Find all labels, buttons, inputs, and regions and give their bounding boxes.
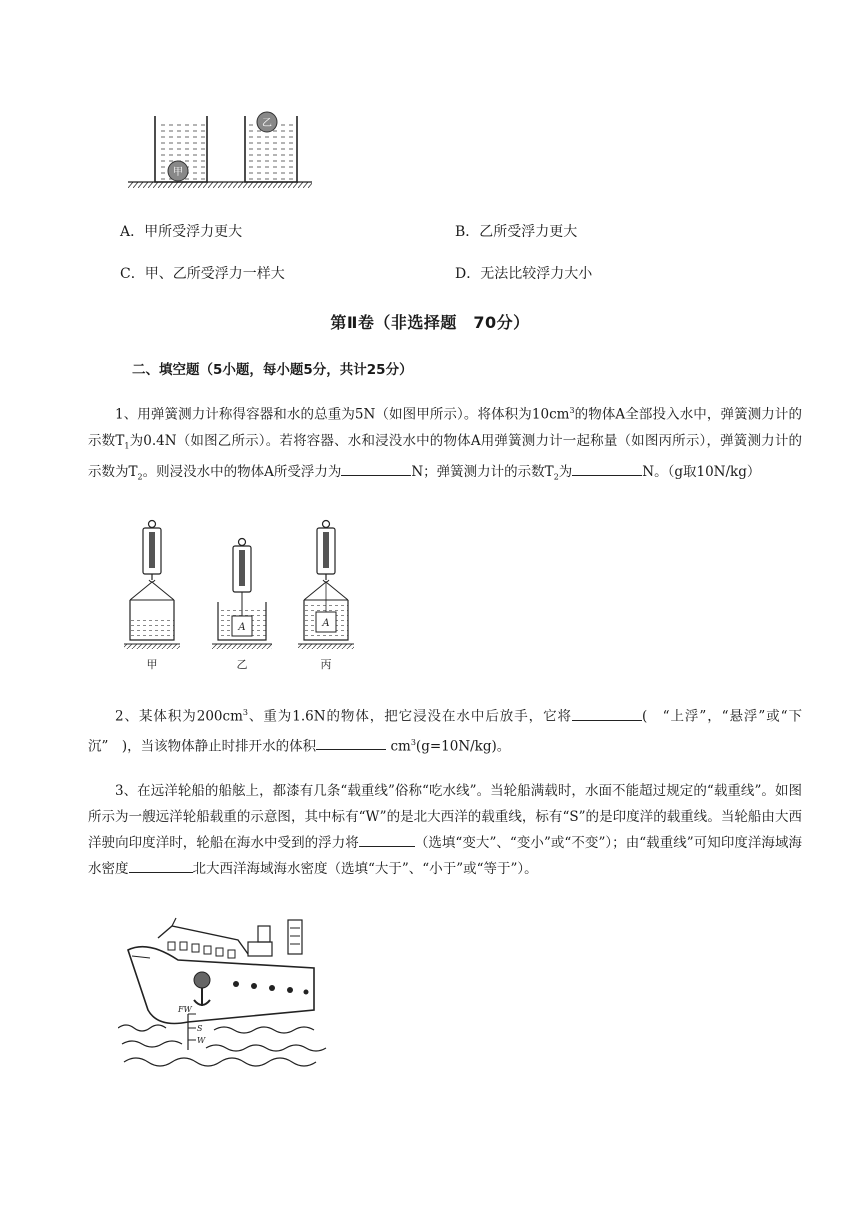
q3-answer-blank-2[interactable]	[129, 858, 193, 873]
q2-sup-b: 3	[410, 737, 416, 747]
mark-s: S	[197, 1024, 203, 1033]
option-b: B．乙所受浮力更大	[455, 224, 578, 240]
q3-answer-blank-1[interactable]	[359, 832, 415, 847]
mark-fw: FW	[178, 1005, 192, 1014]
q3-text: 北大西洋海域海水密度（选填“大于”、“小于”或“等于”）。	[192, 861, 538, 877]
q2-text: ( “上浮”，“悬浮”或“下沉” )，当该物体静止时排开水的体积	[88, 708, 802, 754]
ball-jia-label: 甲	[173, 167, 183, 178]
q2-answer-blank-1[interactable]	[572, 706, 642, 721]
mark-w: W	[197, 1036, 206, 1045]
question-2	[88, 700, 802, 759]
scale-bing	[298, 521, 354, 650]
q2-text: 、重为1.6N的物体，把它浸没在水中后放手，它将	[247, 708, 572, 725]
q1-sub-2b: 2	[553, 472, 559, 482]
q2-text: (g=10N/kg)。	[415, 738, 511, 754]
buoyancy-containers-figure	[128, 104, 312, 190]
q1-text: 为0.4N（如图乙所示）。若将容器、水和浸没水中的物体A用弹簧测力计一起称量（如图丙所示），弹簧测力计的示数为T	[88, 432, 802, 481]
question-1	[88, 398, 802, 491]
q1-sub-1: 1	[124, 441, 130, 451]
q1-text: 为	[558, 464, 573, 481]
label-jia: 甲	[146, 658, 158, 671]
q1-text: N。（g取10N/kg）	[642, 464, 761, 481]
q3-text: 3、在远洋轮船的船舷上，都漆有几条“载重线”俗称“吃水线”。当轮船满载时，水面不能超过规定的“载重线”。如图所示为一艘远洋轮船载重的示意图，其中标有“W”的是北大西洋的载重线，标有“S”的是印度洋的载重线。当轮船由大西洋驶向印度洋时，轮船在海水中受到的浮力将	[88, 783, 802, 851]
question-3	[88, 778, 802, 882]
q1-text: 。则浸没水中的物体A所受浮力为	[142, 464, 342, 481]
scale-jia	[124, 521, 180, 650]
q1-answer-blank-1[interactable]	[341, 461, 411, 476]
q2-text: 2、某体积为200cm	[115, 708, 243, 725]
option-d: D．无法比较浮力大小	[455, 266, 593, 282]
q1-sup-cm: 3	[569, 406, 575, 415]
block-a-yi: A	[238, 622, 246, 633]
block-a-bing: A	[322, 618, 330, 629]
q1-answer-blank-2[interactable]	[572, 461, 642, 476]
q2-answer-blank-2[interactable]	[316, 735, 386, 750]
spring-scale-figure	[118, 518, 368, 678]
q1-sub-2: 2	[137, 472, 143, 482]
q3-text: （选填“变大”、“变小”或“不变”）；由“载重线”可知印度洋海域海水密度	[88, 835, 803, 877]
q2-sup-a: 3	[242, 708, 248, 717]
q2-text: cm	[386, 738, 411, 754]
ball-yi-label: 乙	[262, 118, 272, 129]
scale-yi	[212, 539, 272, 650]
ship-load-line-figure	[118, 910, 330, 1070]
q1-text: 1、用弹簧测力计称得容器和水的总重为5N（如图甲所示）。将体积为10cm	[115, 406, 570, 423]
label-yi: 乙	[236, 658, 248, 671]
label-bing: 丙	[320, 658, 332, 671]
q1-text: 的物体A全部投入水中，弹簧测力计的示数T	[88, 406, 803, 449]
section-heading: 二、填空题（5小题，每小题5分，共计25分）	[132, 362, 413, 378]
q1-text: N；弹簧测力计的示数T	[411, 464, 554, 481]
option-a: A．甲所受浮力更大	[120, 224, 243, 240]
option-c: C．甲、乙所受浮力一样大	[120, 266, 285, 282]
part2-title: 第Ⅱ卷（非选择题 70分）	[330, 313, 530, 332]
